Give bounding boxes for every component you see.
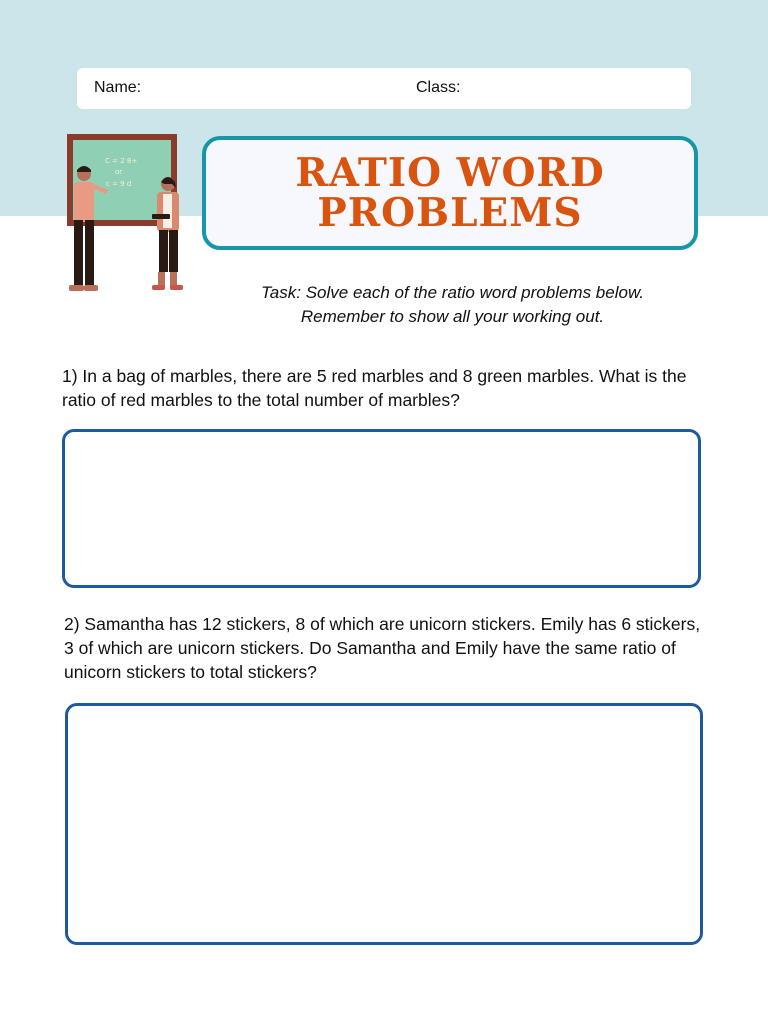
name-label: Name:: [94, 79, 142, 96]
question-2: 2) Samantha has 12 stickers, 8 of which are unicorn stickers. Emily has 6 stickers, 3 of which are unicorn stickers. Do Samantha and Emily have the same ratio of unicorn stickers to total stickers?: [64, 614, 701, 682]
answer-box-1[interactable]: [62, 429, 701, 588]
task-instructions: [200, 281, 705, 329]
board-formula-2: or: [115, 168, 123, 176]
task-line-2: Remember to show all your working out.: [300, 307, 605, 326]
worksheet-title-line-1: RATIO WORD: [295, 150, 605, 196]
board-formula-1: C = 2 8+: [105, 157, 138, 165]
board-formula-3: c = 9 d: [106, 180, 132, 188]
title-box: [202, 136, 698, 250]
question-1: 1) In a bag of marbles, there are 5 red marbles and 8 green marbles. What is the ratio of red marbles to the total number of marbles?: [62, 366, 687, 410]
answer-box-2[interactable]: [65, 703, 703, 945]
teacher-torso: [74, 182, 94, 222]
worksheet-title-line-2: PROBLEMS: [317, 190, 583, 236]
class-label: Class:: [416, 79, 461, 96]
teachers-at-chalkboard-illustration: [60, 130, 195, 300]
task-line-1: Task: Solve each of the ratio word problems below.: [260, 283, 645, 302]
name-class-bar: [77, 68, 691, 109]
